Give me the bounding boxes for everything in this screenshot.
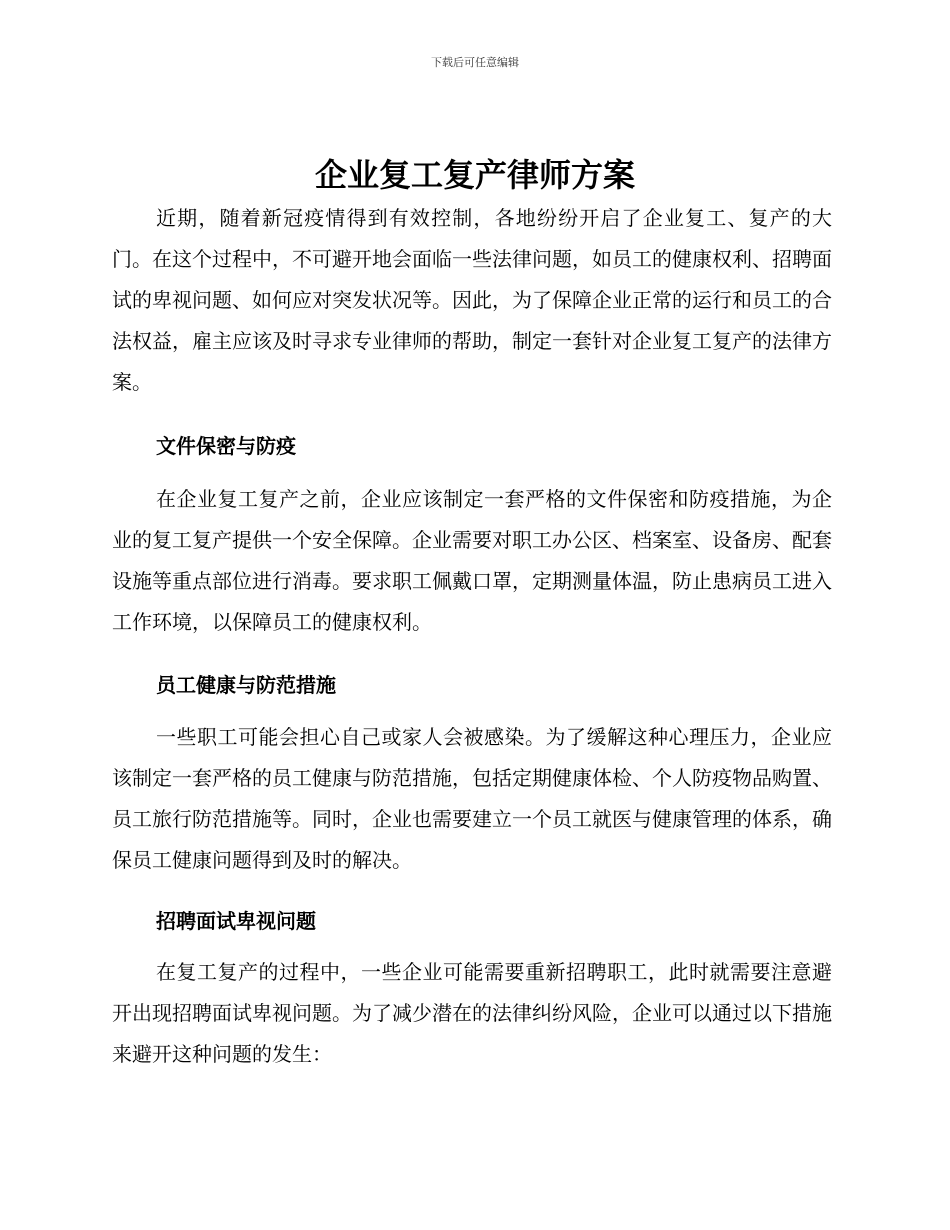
section-paragraph-recruitment: 在复工复产的过程中，一些企业可能需要重新招聘职工，此时就需要注意避开出现招聘面试卑视问题。为了减少潜在的法律纠纷风险，企业可以通过以下措施来避开这种问题的发生： — [112, 960, 832, 1066]
page-header-note: 下载后可任意编辑 — [431, 56, 519, 69]
section-heading-confidentiality: 文件保密与防疫 — [156, 434, 296, 458]
section-paragraph-confidentiality: 在企业复工复产之前，企业应该制定一套严格的文件保密和防疫措施，为企业的复工复产提供一个安全保障。企业需要对职工办公区、档案室、设备房、配套设施等重点部位进行消毒。要求职工佩戴口罩，定期测量体温，防止患病员工进入工作环境，以保障员工的健康权利。 — [112, 487, 832, 634]
section-heading-employee-health: 员工健康与防范措施 — [156, 673, 336, 697]
document-title: 企业复工复产律师方案 — [314, 156, 635, 194]
section-heading-recruitment: 招聘面试卑视问题 — [156, 909, 316, 933]
intro-paragraph: 近期，随着新冠疫情得到有效控制，各地纷纷开启了企业复工、复产的大门。在这个过程中，不可避开地会面临一些法律问题，如员工的健康权利、招聘面试的卑视问题、如何应对突发状况等。因此，为了保障企业正常的运行和员工的合法权益，雇主应该及时寻求专业律师的帮助，制定一套针对企业复工复产的法律方案。 — [112, 206, 832, 394]
section-paragraph-employee-health: 一些职工可能会担心自己或家人会被感染。为了缓解这种心理压力，企业应该制定一套严格的员工健康与防范措施，包括定期健康体检、个人防疫物品购置、员工旅行防范措施等。同时，企业也需要建立一个员工就医与健康管理的体系，确保员工健康问题得到及时的解决。 — [112, 725, 832, 872]
